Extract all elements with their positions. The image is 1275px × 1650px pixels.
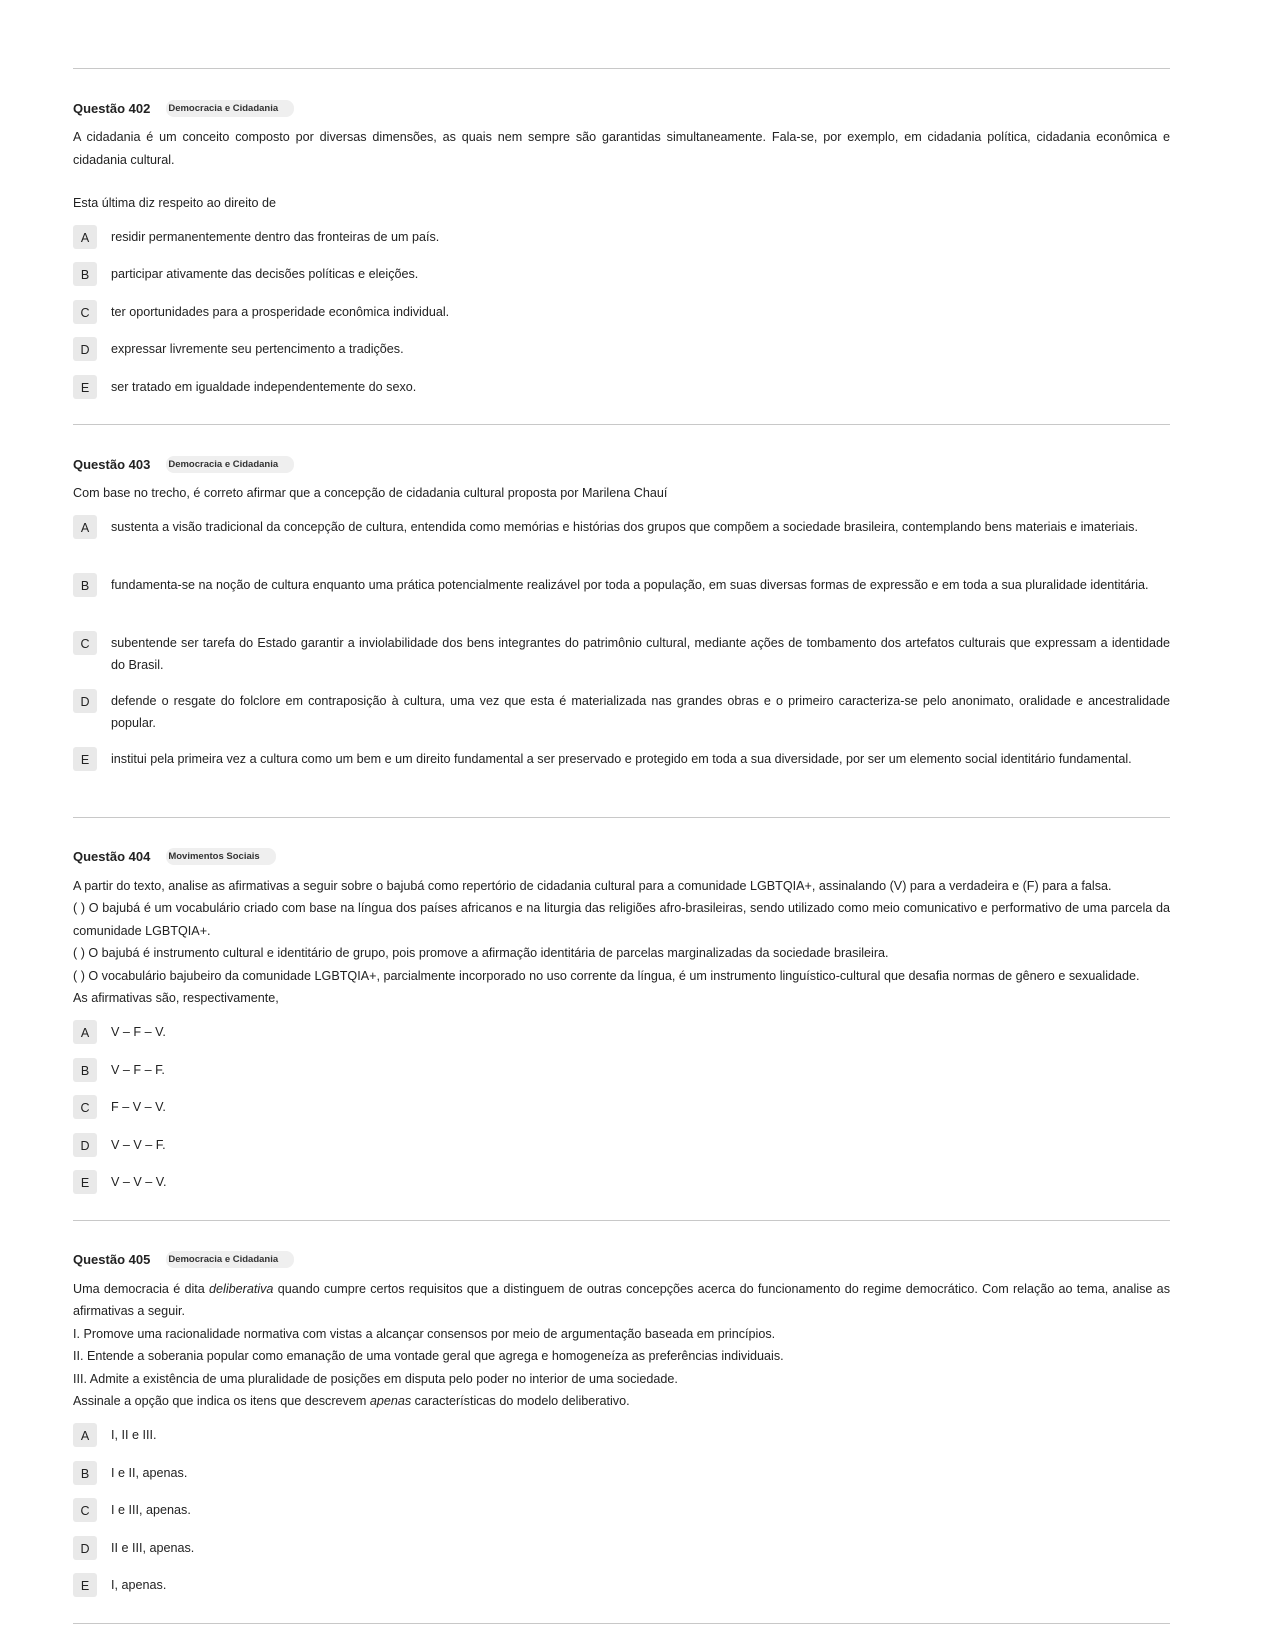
- option-text: V – V – V.: [111, 1175, 167, 1190]
- option-text: residir permanentemente dentro das fronteiras de um país.: [111, 229, 440, 244]
- option-letter[interactable]: C: [73, 1095, 97, 1119]
- question-statement: [73, 875, 1170, 1010]
- statement-paragraph: A partir do texto, analise as afirmativas a seguir sobre o bajubá como repertório de cidadania cultural para a comunidade LGBTQIA+, assinalando (V) para a verdadeira e (F) para a falsa.: [73, 878, 1112, 893]
- option-text: I e II, apenas.: [111, 1465, 188, 1480]
- option-letter[interactable]: A: [73, 225, 97, 249]
- option-b[interactable]: [73, 573, 1170, 631]
- subject-tag: Movimentos Sociais: [166, 848, 275, 865]
- answer-options: [73, 225, 1170, 425]
- option-e[interactable]: [73, 747, 1170, 805]
- question-403: [73, 425, 1170, 817]
- option-c[interactable]: [73, 300, 1170, 338]
- option-letter[interactable]: C: [73, 1498, 97, 1522]
- subject-tag: Democracia e Cidadania: [166, 1251, 294, 1268]
- option-letter[interactable]: E: [73, 1573, 97, 1597]
- question-number: Questão 404: [73, 849, 151, 865]
- question-statement: [73, 482, 1170, 505]
- option-a[interactable]: [73, 1020, 1170, 1058]
- statement-paragraph: Com base no trecho, é correto afirmar que a concepção de cidadania cultural proposta por Marilena Chauí: [73, 486, 668, 501]
- option-letter[interactable]: C: [73, 300, 97, 324]
- option-text: sustenta a visão tradicional da concepção de cultura, entendida como memórias e histórias dos grupos que compõem a sociedade brasileira, contemplando bens materiais e imateriais.: [111, 519, 1138, 534]
- option-text: F – V – V.: [111, 1100, 166, 1115]
- question-header: [73, 98, 1170, 118]
- question-number: Questão 403: [73, 456, 151, 472]
- exam-page: [73, 68, 1170, 1624]
- option-c[interactable]: [73, 631, 1170, 689]
- instruction-text: Assinale a opção que indica os itens que descrevem: [73, 1394, 370, 1409]
- question-402: [73, 69, 1170, 424]
- option-letter[interactable]: E: [73, 747, 97, 771]
- option-letter[interactable]: C: [73, 631, 97, 655]
- statement-item: III. Admite a existência de uma pluralidade de posições em disputa pelo poder no interior de uma sociedade.: [73, 1371, 678, 1386]
- statement-paragraph: A cidadania é um conceito composto por diversas dimensões, as quais nem sempre são garantidas simultaneamente. Fala-se, por exemplo, em cidadania política, cidadania econômica e cidadania cultural.: [73, 130, 1170, 167]
- intro-text: Uma democracia é dita: [73, 1281, 210, 1296]
- intro-italic: deliberativa: [209, 1281, 274, 1296]
- option-text: fundamenta-se na noção de cultura enquanto uma prática potencialmente realizável por toda a população, em suas diversas formas de expressão e em toda a sua pluralidade identitária.: [111, 577, 1149, 592]
- question-header: [73, 847, 1170, 867]
- answer-options: [73, 1020, 1170, 1220]
- instruction-italic: apenas: [369, 1394, 412, 1409]
- option-letter[interactable]: A: [73, 1423, 97, 1447]
- statement-item: II. Entende a soberania popular como emanação de uma vontade geral que agrega e homogeneíza as preferências individuais.: [73, 1349, 784, 1364]
- option-text: V – V – F.: [111, 1137, 166, 1152]
- question-405: [73, 1221, 1170, 1623]
- option-text: subentende ser tarefa do Estado garantir a inviolabilidade dos bens integrantes do patrimônio cultural, mediante ações de tombamento dos artefatos culturais que expressam a identidade do Brasil.: [111, 635, 1170, 673]
- option-text: I, apenas.: [111, 1578, 167, 1593]
- subject-tag: Democracia e Cidadania: [166, 456, 294, 473]
- question-statement: [73, 1278, 1170, 1413]
- question-404: [73, 818, 1170, 1220]
- question-number: Questão 402: [73, 100, 151, 116]
- option-text: defende o resgate do folclore em contraposição à cultura, uma vez que esta é materializada nas grandes obras e o primeiro caracteriza-se pelo anonimato, oralidade e ancestralidade popular.: [111, 693, 1170, 731]
- option-text: institui pela primeira vez a cultura como um bem e um direito fundamental a ser preservado e protegido em toda a sua diversidade, por ser um elemento social identitário fundamental.: [111, 751, 1132, 766]
- question-header: [73, 454, 1170, 474]
- option-letter[interactable]: B: [73, 262, 97, 286]
- statement-paragraph: ( ) O bajubá é instrumento cultural e identitário de grupo, pois promove a afirmação identitária de parcelas marginalizadas da sociedade brasileira.: [73, 946, 889, 961]
- answer-options: [73, 1423, 1170, 1623]
- statement-paragraph: ( ) O vocabulário bajubeiro da comunidade LGBTQIA+, parcialmente incorporado no uso corrente da língua, é um instrumento linguístico-cultural que desafia normas de gênero e sexualidade.: [73, 968, 1140, 983]
- option-letter[interactable]: B: [73, 1461, 97, 1485]
- option-text: II e III, apenas.: [111, 1540, 195, 1555]
- option-b[interactable]: [73, 1058, 1170, 1096]
- answer-options: [73, 515, 1170, 817]
- option-e[interactable]: [73, 1170, 1170, 1208]
- option-b[interactable]: [73, 1461, 1170, 1499]
- option-text: V – F – V.: [111, 1024, 166, 1039]
- option-text: V – F – F.: [111, 1062, 165, 1077]
- option-letter[interactable]: E: [73, 375, 97, 399]
- question-header: [73, 1250, 1170, 1270]
- option-letter[interactable]: B: [73, 573, 97, 597]
- statement-intro: [73, 1278, 1170, 1323]
- option-letter[interactable]: A: [73, 1020, 97, 1044]
- option-letter[interactable]: D: [73, 337, 97, 361]
- option-b[interactable]: [73, 262, 1170, 300]
- option-a[interactable]: [73, 1423, 1170, 1461]
- option-text: expressar livremente seu pertencimento a tradições.: [111, 342, 404, 357]
- statement-instruction: [73, 1390, 1170, 1413]
- option-text: I e III, apenas.: [111, 1503, 191, 1518]
- option-letter[interactable]: D: [73, 689, 97, 713]
- statement-item: I. Promove uma racionalidade normativa com vistas a alcançar consensos por meio de argumentação baseada em princípios.: [73, 1326, 776, 1341]
- option-a[interactable]: [73, 225, 1170, 263]
- option-c[interactable]: [73, 1095, 1170, 1133]
- subject-tag: Democracia e Cidadania: [166, 100, 294, 117]
- option-letter[interactable]: D: [73, 1133, 97, 1157]
- divider: [73, 1623, 1170, 1624]
- option-d[interactable]: [73, 1133, 1170, 1171]
- option-letter[interactable]: B: [73, 1058, 97, 1082]
- option-letter[interactable]: A: [73, 515, 97, 539]
- option-letter[interactable]: D: [73, 1536, 97, 1560]
- option-text: I, II e III.: [111, 1427, 157, 1442]
- question-statement: [73, 126, 1170, 215]
- option-text: ser tratado em igualdade independentemente do sexo.: [111, 379, 417, 394]
- option-d[interactable]: [73, 1536, 1170, 1574]
- option-d[interactable]: [73, 337, 1170, 375]
- statement-paragraph: ( ) O bajubá é um vocabulário criado com base na língua dos países africanos e na liturgia das religiões afro-brasileiras, sendo utilizado como meio comunicativo e performativo de uma parcela da comunidade LGBTQIA+.: [73, 901, 1170, 938]
- option-text: participar ativamente das decisões políticas e eleições.: [111, 267, 419, 282]
- option-a[interactable]: [73, 515, 1170, 573]
- option-letter[interactable]: E: [73, 1170, 97, 1194]
- instruction-text: características do modelo deliberativo.: [411, 1394, 630, 1409]
- option-c[interactable]: [73, 1498, 1170, 1536]
- option-e[interactable]: [73, 375, 1170, 413]
- option-d[interactable]: [73, 689, 1170, 747]
- intro-text: quando cumpre certos requisitos que a distinguem de outras concepções acerca do funcionamento do regime democrático. Com relação ao tema, analise as afirmativas a seguir.: [73, 1281, 1170, 1319]
- statement-paragraph: Esta última diz respeito ao direito de: [73, 196, 277, 210]
- option-text: ter oportunidades para a prosperidade econômica individual.: [111, 304, 450, 319]
- statement-paragraph: As afirmativas são, respectivamente,: [73, 991, 279, 1006]
- option-e[interactable]: [73, 1573, 1170, 1611]
- question-number: Questão 405: [73, 1252, 151, 1268]
